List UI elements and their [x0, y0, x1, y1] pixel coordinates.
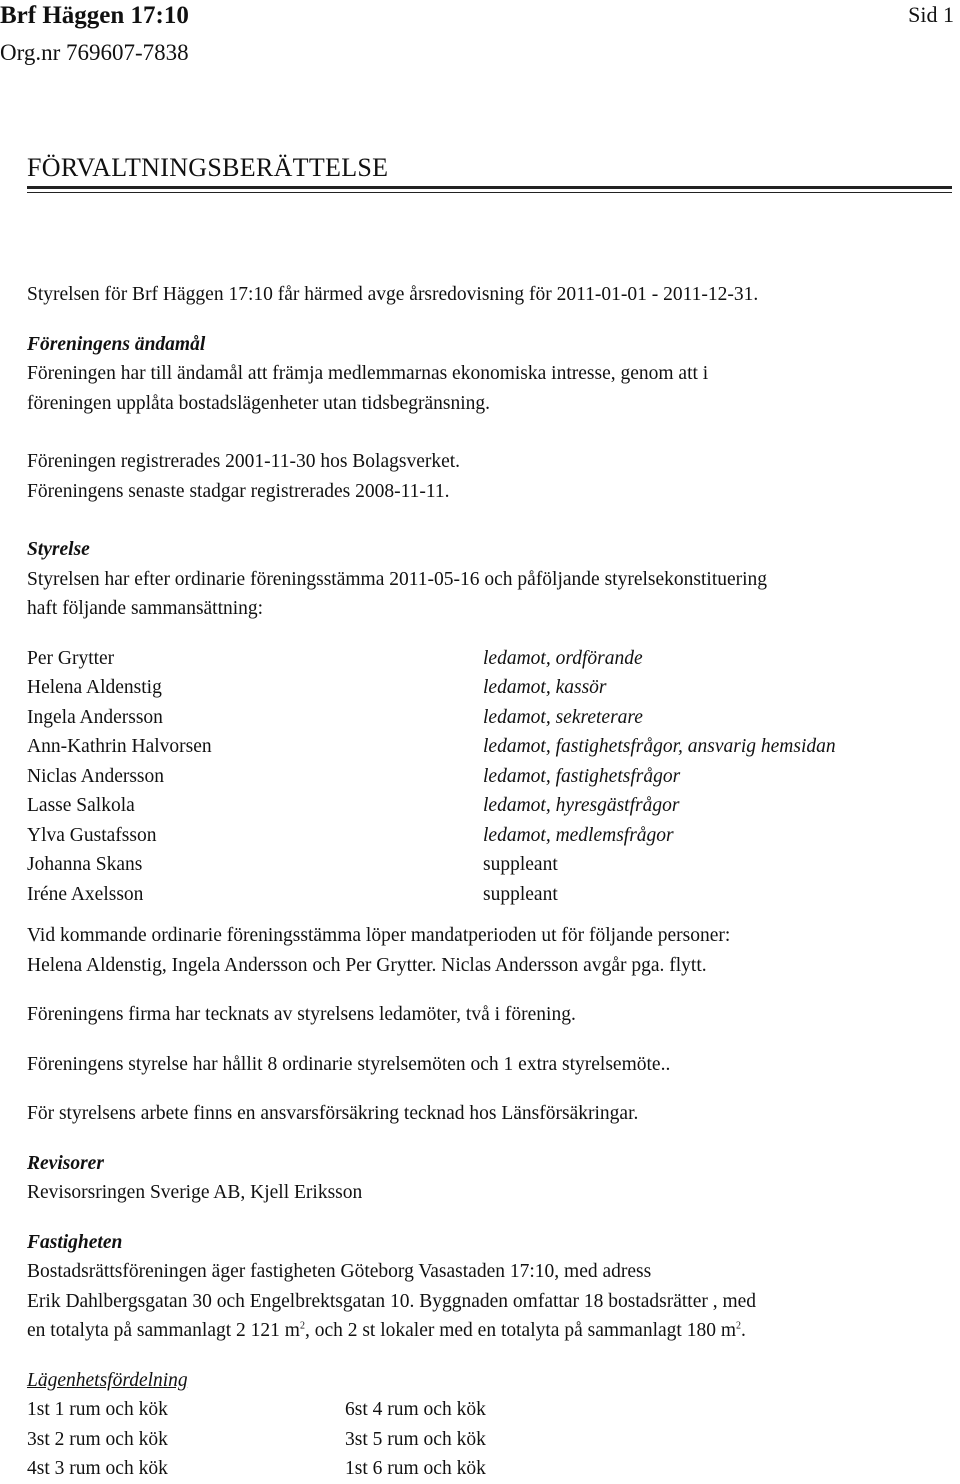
superscript-2: 2 [736, 1320, 741, 1332]
board-member-row [27, 762, 952, 792]
board-member-row [27, 791, 952, 821]
meetings-line: Föreningens styrelse har hållit 8 ordinarie styrelsemöten och 1 extra styrelsemöte.. [27, 1053, 671, 1075]
term-line-1: Vid kommande ordinarie föreningsstämma löper mandatperioden ut för följande personer: [27, 925, 731, 946]
board-heading: Styrelse [27, 539, 90, 560]
title-rule-thin [27, 192, 952, 193]
member-name: Ann-Kathrin Halvorsen [27, 736, 212, 757]
apartment-cell: 4st 3 rum och kök [27, 1458, 168, 1479]
apartment-cell: 6st 4 rum och kök [345, 1399, 486, 1420]
member-role: suppleant [483, 854, 558, 875]
property-line-1: Bostadsrättsföreningen äger fastigheten Göteborg Vasastaden 17:10, med adress [27, 1261, 652, 1282]
property-area-text: en totalyta på sammanlagt 2 121 m [27, 1320, 300, 1341]
board-member-row [27, 821, 952, 851]
apartments-heading: Lägenhetsfördelning [27, 1369, 188, 1391]
apartment-row [27, 1395, 952, 1425]
board-member-row [27, 703, 952, 733]
member-name: Ingela Andersson [27, 706, 163, 728]
board-member-row [27, 673, 952, 703]
apartment-cell: 3st 2 rum och kök [27, 1428, 168, 1450]
property-heading: Fastigheten [27, 1231, 123, 1253]
auditors-text: Revisorsringen Sverige AB, Kjell Eriksson [27, 1182, 363, 1203]
document-body [27, 280, 952, 1484]
apartment-row [27, 1454, 952, 1484]
board-member-row [27, 850, 952, 880]
member-role: suppleant [483, 883, 558, 905]
signing-line: Föreningens firma har tecknats av styrelsens ledamöter, två i förening. [27, 1004, 576, 1025]
member-name: Niclas Andersson [27, 765, 165, 787]
insurance-line: För styrelsens arbete finns en ansvarsförsäkring tecknad hos Länsförsäkringar. [27, 1103, 639, 1124]
member-name: Per Grytter [27, 647, 115, 669]
member-name: Ylva Gustafsson [27, 824, 157, 846]
member-role: ledamot, fastighetsfrågor [483, 765, 681, 787]
term-line-2: Helena Aldenstig, Ingela Andersson och Per Grytter. Niclas Andersson avgår pga. flytt. [27, 954, 707, 976]
purpose-heading: Föreningens ändamål [27, 333, 206, 355]
board-intro-line-2: haft följande sammansättning: [27, 598, 264, 619]
member-name: Iréne Axelsson [27, 883, 144, 905]
property-area-text-2: , och 2 st lokaler med en totalyta på sammanlagt 180 m [304, 1320, 736, 1341]
purpose-line-1: Föreningen har till ändamål att främja medlemmarnas ekonomiska intresse, genom att i [27, 363, 709, 384]
auditors-heading: Revisorer [27, 1152, 104, 1174]
member-role: ledamot, sekreterare [483, 706, 643, 728]
header-org-number: Org.nr 769607-7838 [0, 40, 189, 65]
apartment-cell: 1st 1 rum och kök [27, 1399, 168, 1420]
member-name: Lasse Salkola [27, 795, 135, 816]
apartment-row [27, 1425, 952, 1455]
document-title: FÖRVALTNINGSBERÄTTELSE [27, 153, 389, 182]
registered-line: Föreningen registrerades 2001-11-30 hos Bolagsverket. [27, 451, 461, 472]
board-members-list [27, 644, 952, 910]
member-role: ledamot, medlemsfrågor [483, 824, 674, 846]
apartment-cell: 3st 5 rum och kök [345, 1428, 486, 1450]
purpose-line-2: föreningen upplåta bostadslägenheter utan tidsbegränsning. [27, 392, 490, 414]
member-name: Johanna Skans [27, 854, 143, 875]
board-member-row [27, 644, 952, 674]
member-role: ledamot, hyresgästfrågor [483, 795, 680, 816]
page-number: Sid 1 [908, 2, 954, 27]
header-title: Brf Häggen 17:10 [0, 2, 189, 29]
title-rule-thick [27, 186, 952, 189]
bylaws-line: Föreningens senaste stadgar registrerades 2008-11-11. [27, 480, 450, 502]
member-role: ledamot, ordförande [483, 647, 643, 669]
property-line-3 [27, 1316, 952, 1346]
property-period: . [741, 1320, 746, 1341]
apartment-distribution [27, 1395, 952, 1484]
superscript-2: 2 [299, 1320, 305, 1332]
apartment-cell: 1st 6 rum och kök [345, 1458, 486, 1479]
board-member-row [27, 732, 952, 762]
intro-paragraph: Styrelsen för Brf Häggen 17:10 får härmed avge årsredovisning för 2011-01-01 - 2011-12-31. [27, 284, 759, 305]
member-name: Helena Aldenstig [27, 677, 162, 698]
member-role: ledamot, kassör [483, 677, 607, 698]
board-member-row [27, 880, 952, 910]
board-intro-line-1: Styrelsen har efter ordinarie föreningsstämma 2011-05-16 och påföljande styrelsekonstituering [27, 568, 768, 590]
property-line-2: Erik Dahlbergsgatan 30 och Engelbrektsgatan 10. Byggnaden omfattar 18 bostadsrätter , med [27, 1290, 757, 1312]
member-role: ledamot, fastighetsfrågor, ansvarig hemsidan [483, 736, 836, 757]
